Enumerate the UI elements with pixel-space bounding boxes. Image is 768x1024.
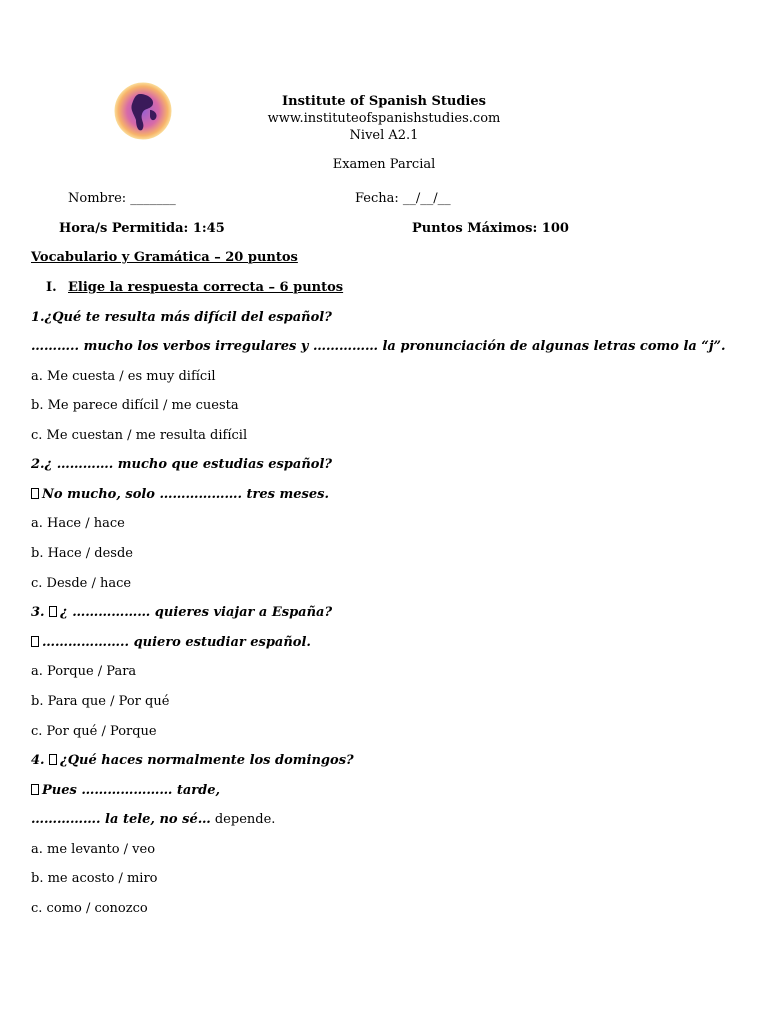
q3-option-c: c. Por qué / Porque <box>31 724 157 739</box>
question-4-row <box>31 752 354 769</box>
question-1-prompt: ……….. mucho los verbos irregulares y …………… la pronunciación de algunas letras como la “j”. <box>31 339 726 354</box>
box-glyph-icon <box>31 784 39 795</box>
question-4: ¿Qué haces normalmente los domingos? <box>60 753 354 768</box>
question-4-prompt-2-plain: depende. <box>210 812 276 827</box>
question-4-prompt: Pues ………………… tarde, <box>42 783 221 798</box>
question-3-number: 3. <box>31 605 45 620</box>
q1-option-b: b. Me parece difícil / me cuesta <box>31 398 239 413</box>
part-title: Elige la respuesta correcta – 6 puntos <box>68 280 344 295</box>
question-4-prompt-2-bold: ……………. la tele, no sé… <box>31 812 211 827</box>
institute-website: www.instituteofspanishstudies.com <box>267 111 501 126</box>
q4-option-b: b. me acosto / miro <box>31 871 158 886</box>
date-field: Fecha: __/__/__ <box>355 191 451 206</box>
box-glyph-icon <box>49 754 57 765</box>
section-title: Vocabulario y Gramática – 20 puntos <box>31 250 298 265</box>
question-4-number: 4. <box>31 753 45 768</box>
q4-option-c: c. como / conozco <box>31 901 148 916</box>
question-4-prompt-2 <box>31 811 275 828</box>
time-allowed: Hora/s Permitida: 1:45 <box>59 221 225 236</box>
q3-option-a: a. Porque / Para <box>31 664 137 679</box>
q2-option-a: a. Hace / hace <box>31 516 125 531</box>
box-glyph-icon <box>31 488 39 499</box>
q1-option-a: a. Me cuesta / es muy difícil <box>31 369 216 384</box>
question-4-prompt-row <box>31 782 220 799</box>
question-3-prompt-row <box>31 634 311 651</box>
max-points: Puntos Máximos: 100 <box>412 221 569 236</box>
question-3-prompt: ……………….. quiero estudiar español. <box>42 635 311 650</box>
question-2: 2.¿ …………. mucho que estudias español? <box>31 457 332 472</box>
q2-option-c: c. Desde / hace <box>31 576 132 591</box>
name-field: Nombre: _______ <box>68 191 176 206</box>
question-1: 1.¿Qué te resulta más difícil del español? <box>31 310 332 325</box>
question-3: ¿ ……………… quieres viajar a España? <box>60 605 333 620</box>
part-number: I. <box>46 280 57 295</box>
question-2-prompt: No mucho, solo ………………. tres meses. <box>42 487 329 502</box>
exam-level: Nivel A2.1 <box>349 128 419 143</box>
box-glyph-icon <box>31 636 39 647</box>
question-2-prompt-row <box>31 486 329 503</box>
q2-option-b: b. Hace / desde <box>31 546 133 561</box>
q1-option-c: c. Me cuestan / me resulta difícil <box>31 428 248 443</box>
question-3-row <box>31 604 332 621</box>
institute-name: Institute of Spanish Studies <box>282 94 486 109</box>
q3-option-b: b. Para que / Por qué <box>31 694 170 709</box>
box-glyph-icon <box>49 606 57 617</box>
q4-option-a: a. me levanto / veo <box>31 842 156 857</box>
exam-title: Examen Parcial <box>332 157 436 172</box>
